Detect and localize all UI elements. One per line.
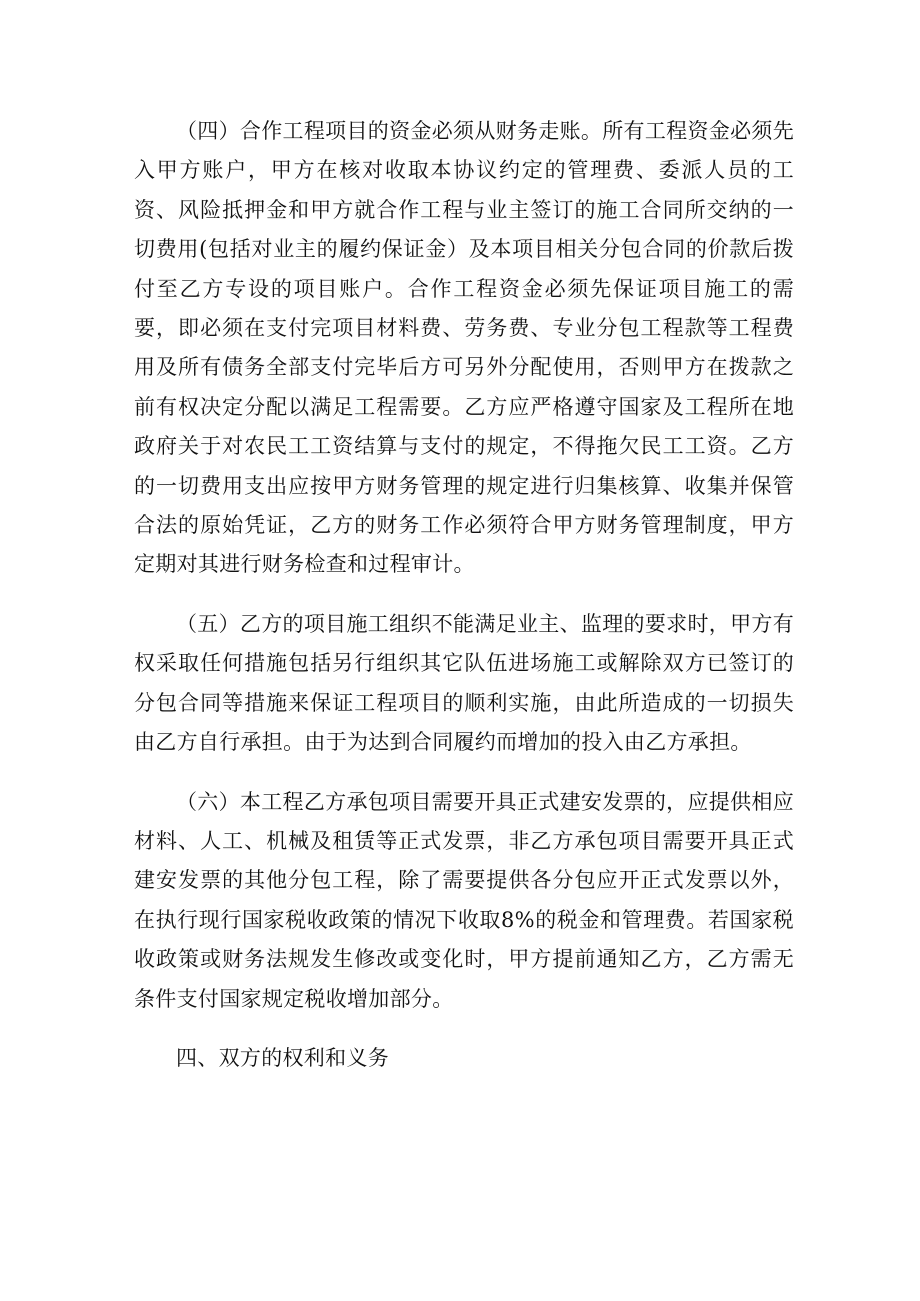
paragraph-4-fund-management: （四）合作工程项目的资金必须从财务走账。所有工程资金必须先入甲方账户，甲方在核对收取本协议约定的管理费、委派人员的工资、风险抵押金和甲方就合作工程与业主签订的施工合同所交纳的一切费用(包括对业主的履约保证金）及本项目相关分包合同的价款后拨付至乙方专设的项目账户。合作工程资金必须先保证项目施工的需要，即必须在支付完项目材料费、劳务费、专业分包工程款等工程费用及所有债务全部支付完毕后方可另外分配使用，否则甲方在拨款之前有权决定分配以满足工程需要。乙方应严格遵守国家及工程所在地政府关于对农民工工资结算与支付的规定，不得拖欠民工工资。乙方的一切费用支出应按甲方财务管理的规定进行归集核算、收集并保管合法的原始凭证，乙方的财务工作必须符合甲方财务管理制度，甲方定期对其进行财务检查和过程审计。 bbox=[134, 119, 794, 577]
paragraph-5-construction-organization: （五）乙方的项目施工组织不能满足业主、监理的要求时，甲方有权采取任何措施包括另行组织其它队伍进场施工或解除双方已签订的分包合同等措施来保证工程项目的顺利实施，由此所造成的一切损失由乙方自行承担。由于为达到合同履约而增加的投入由乙方承担。 bbox=[134, 611, 794, 755]
paragraph-6-invoices-tax: （六）本工程乙方承包项目需要开具正式建安发票的，应提供相应材料、人工、机械及租赁等正式发票，非乙方承包项目需要开具正式建安发票的其他分包工程，除了需要提供各分包应开正式发票以外，在执行现行国家税收政策的情况下收取8%的税金和管理费。若国家税收政策或财务法规发生修改或变化时，甲方提前通知乙方，乙方需无条件支付国家规定税收增加部分。 bbox=[134, 789, 794, 1011]
document-body bbox=[134, 112, 794, 1078]
section-heading-rights-obligations: 四、双方的权利和义务 bbox=[176, 1045, 389, 1070]
